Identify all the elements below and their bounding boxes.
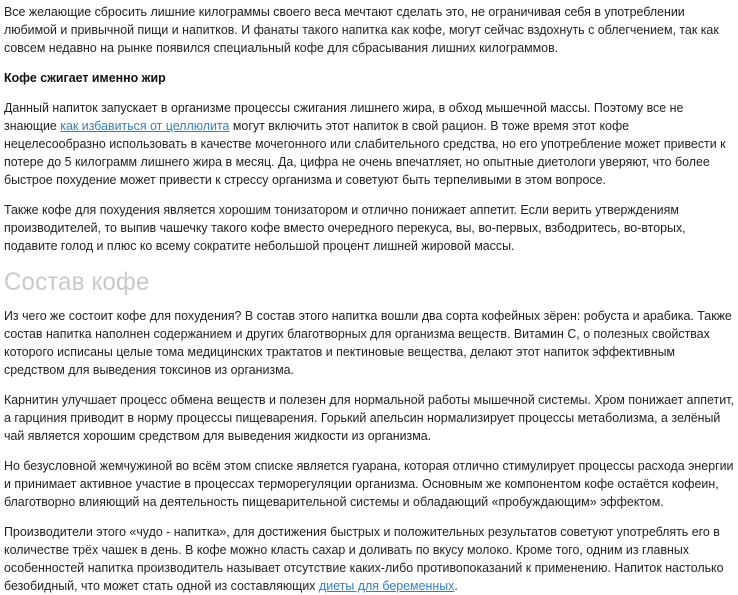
intro-paragraph: Все желающие сбросить лишние килограммы своего веса мечтают сделать это, не ограничивая себя в употреблении любимой и привычной пищи и напитков. И фанаты такого напитка как кофе, могут сейчас вздохнуть с облегчением, так как совсем недавно на рынке появился специальный кофе для сбрасывания лишних килограммов. <box>4 4 719 55</box>
paragraph-guarana: Но безусловной жемчужиной во всём этом списке является гуарана, которая отлично стимулирует процессы расхода энергии и принимает активное участие в процессах терморегуляции организма. Основным же компонентом кофе остаётся кофеин, благотворно влияющий на деятельность пищеварительной системы и обладающий «пробуждающим» эффектом. <box>4 458 734 509</box>
paragraph-fat-burn <box>4 99 734 189</box>
section-heading-composition: Состав кофе <box>4 268 150 296</box>
paragraph-carnitine: Карнитин улучшает процесс обмена веществ и полезен для нормальной работы мышечной системы. Хром понижает аппетит, а гарциния приводит в норму процессы пищеварения. Горький апельсин нормализирует процессы метаболизма, а зелёный чай является хорошим средством для выведения жидкости из организма. <box>4 392 734 443</box>
paragraph-manufacturers <box>4 523 734 595</box>
paragraph-manufacturers-text-before: Производители этого «чудо - напитка», для достижения быстрых и положительных результатов советуют употреблять его в количестве трёх чашек в день. В кофе можно класть сахар и доливать по вкусу молоко. Кроме того, одним из главных особенностей напитка производитель называет отсутствие каких-либо противопоказаний к применению. Напиток настолько безобидный, что может стать одной из составляющих <box>4 524 724 593</box>
paragraph-manufacturers-text-after: . <box>454 578 458 593</box>
link-pregnancy-diet[interactable]: диеты для беременных <box>318 578 455 593</box>
paragraph-fat-burn-text-before: Данный напиток запускает в организме процессы сжигания лишнего жира, в обход мышечной массы. Поэтому все не знающие <box>4 100 684 133</box>
paragraph-tonic: Также кофе для похудения является хорошим тонизатором и отлично понижает аппетит. Если верить утверждениям производителей, то выпив чашечку такого кофе вместо очередного перекуса, вы, во-первых, взбодритесь, во-вторых, подавите голод и плюс ко всему сократите небольшой процент лишней жировой массы. <box>4 202 686 253</box>
subheading-fat-burn: Кофе сжигает именно жир <box>4 70 166 85</box>
link-how-to-remove-cellulite[interactable]: как избавиться от целлюлита <box>60 118 230 133</box>
paragraph-composition: Из чего же состоит кофе для похудения? В состав этого напитка вошли два сорта кофейных зёрен: робуста и арабика. Также состав напитка наполнен содержанием и других благотворных для организма веществ. Витамин С, о полезных свойствах которого исписаны целые тома медицинских трактатов и пектиновые вещества, делают этот напиток эффективным средством для выведения токсинов из организма. <box>4 308 732 377</box>
paragraph-fat-burn-text-after: могут включить этот напиток в свой рацион. В тоже время этот кофе нецелесообразно использовать в качестве мочегонного или слабительного средства, но его употребление может привести к потере до 5 килограмм лишнего жира в месяц. Да, цифра не очень впечатляет, но опытные диетологи уверяют, что более быстрое похудение может привести к стрессу организма и советуют быть терпеливыми в этом вопросе. <box>4 118 726 187</box>
